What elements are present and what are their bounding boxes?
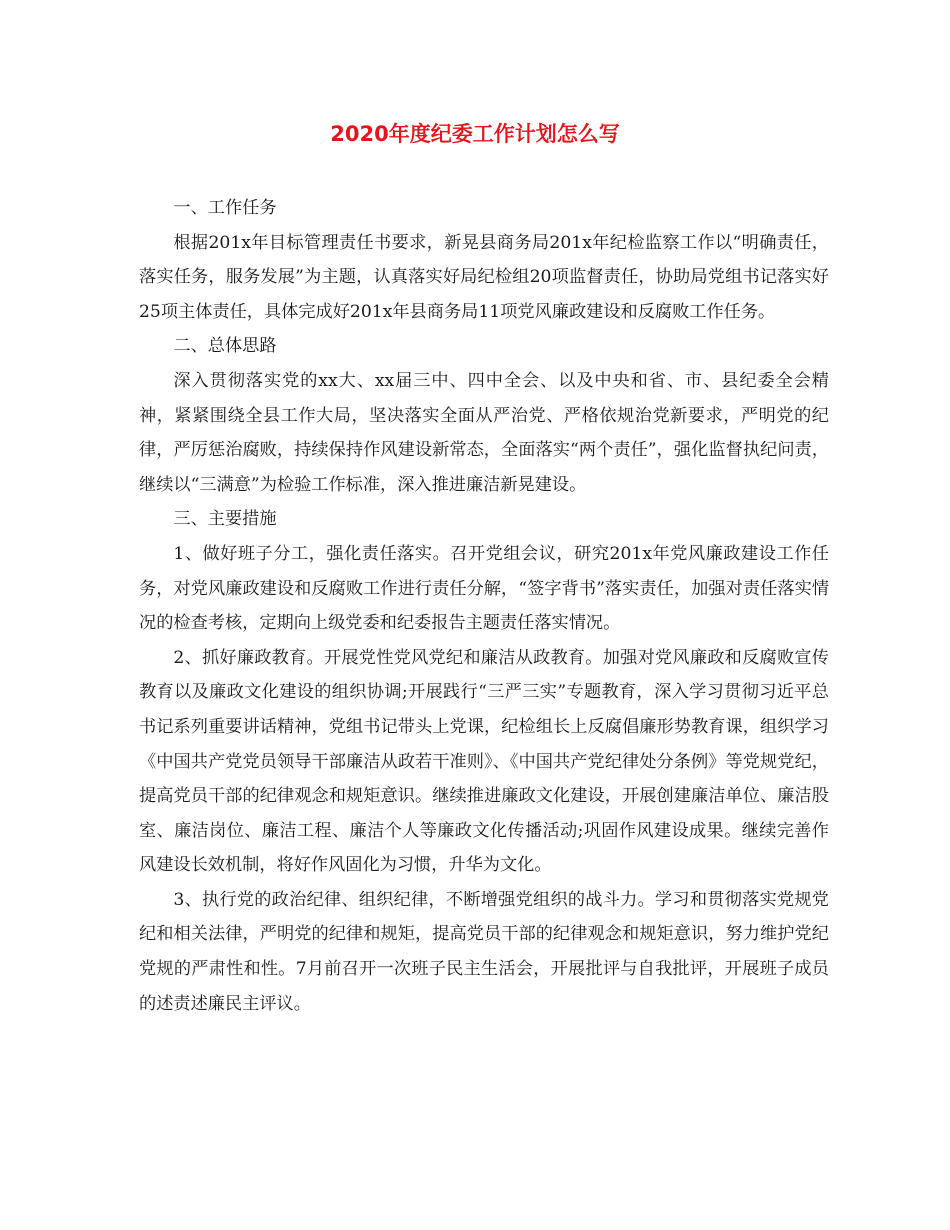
paragraph-approach: 深入贯彻落实党的xx大、xx届三中、四中全会、以及中央和省、市、县纪委全会精神，紧紧围绕全县工作大局，坚决落实全面从严治党、严格依规治党新要求，严明党的纪律，严厉惩治腐败，持续保持作风建设新常态，全面落实“两个责任”，强化监督执纪问责，继续以“三满意”为检验工作标准，深入推进廉洁新晃建设。 <box>139 370 829 495</box>
section-heading-measures: 三、主要措施 <box>173 509 277 530</box>
paragraph-measure-3: 3、执行党的政治纪律、组织纪律，不断增强党组织的战斗力。学习和贯彻落实党规党纪和相关法律，严明党的纪律和规矩，提高党员干部的纪律观念和规矩意识，努力维护党纪党规的严肃性和性。7月前召开一次班子民主生活会，开展批评与自我批评，开展班子成员的述责述廉民主评议。 <box>139 889 829 1014</box>
section-heading-approach: 二、总体思路 <box>173 336 277 357</box>
paragraph-measure-2: 2、抓好廉政教育。开展党性党风党纪和廉洁从政教育。加强对党风廉政和反腐败宣传教育以及廉政文化建设的组织协调;开展践行“三严三实”专题教育，深入学习贯彻习近平总书记系列重要讲话精神，党组书记带头上党课，纪检组长上反腐倡廉形势教育课，组织学习《中国共产党党员领导干部廉洁从政若干准则》、《中国共产党纪律处分条例》等党规党纪，提高党员干部的纪律观念和规矩意识。继续推进廉政文化建设，开展创建廉洁单位、廉洁股室、廉洁岗位、廉洁工程、廉洁个人等廉政文化传播活动;巩固作风建设成果。继续完善作风建设长效机制，将好作风固化为习惯，升华为文化。 <box>139 647 829 876</box>
paragraph-tasks: 根据201x年目标管理责任书要求，新晃县商务局201x年纪检监察工作以“明确责任，落实任务，服务发展”为主题，认真落实好局纪检组20项监督责任，协助局党组书记落实好25项主体责任，具体完成好201x年县商务局11项党风廉政建设和反腐败工作任务。 <box>139 232 829 322</box>
document-title: 2020年度纪委工作计划怎么写 <box>330 122 620 146</box>
section-heading-tasks: 一、工作任务 <box>173 198 277 218</box>
paragraph-measure-1: 1、做好班子分工，强化责任落实。召开党组会议，研究201x年党风廉政建设工作任务，对党风廉政建设和反腐败工作进行责任分解，“签字背书”落实责任，加强对责任落实情况的检查考核，定期向上级党委和纪委报告主题责任落实情况。 <box>139 543 829 634</box>
document-body <box>139 191 829 1021</box>
